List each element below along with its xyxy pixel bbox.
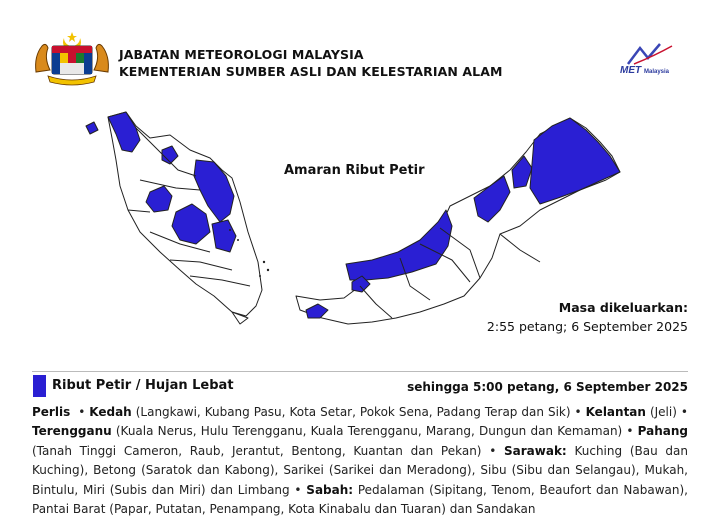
ministry-name: KEMENTERIAN SUMBER ASLI DAN KELESTARIAN ALAM xyxy=(119,64,503,79)
area-detail: (Kuala Nerus, Hulu Terengganu, Kuala Terengganu, Marang, Dungun dan Kemaman) xyxy=(115,424,623,439)
langkawi-island xyxy=(86,122,98,134)
area-state: Sarawak: xyxy=(504,443,567,458)
agency-name: JABATAN METEOROLOGI MALAYSIA xyxy=(119,47,364,62)
area-state: Pahang xyxy=(637,424,688,439)
area-state: Kelantan xyxy=(585,405,646,419)
logo-text: MET xyxy=(620,65,642,76)
malaysia-coat-of-arms-icon xyxy=(32,32,112,88)
area-state: Terengganu xyxy=(32,424,112,439)
valid-until: sehingga 5:00 petang, 6 September 2025 xyxy=(407,380,688,394)
area-detail: (Jeli) xyxy=(649,405,677,419)
affected-areas: Perlis • Kedah (Langkawi, Kubang Pasu, Kota Setar, Pokok Sena, Padang Terap dan Sik) • Kelantan (Jeli) • Terengganu (Kuala Nerus, Hulu Terengganu, Kuala Terengganu, Marang, Dungun dan Kemaman) • Pahang (Tanah Tinggi Cameron, Raub, Jerantut, Bentong, Kuantan dan Pekan) • Sarawak: Kuching (Bau dan Kuching), Betong (Saratok dan Kabong), Sarikei (Sarikei dan Meradong), Sibu (Sibu dan Selangau), Mukah, Bintulu, Miri (Subis dan Miri) dan Limbang • Sabah: Pedalaman (Sipitang, Tenom, Beaufort dan Nabawan), Pantai Barat (Papar, Putatan, Penampang, Kota Kinabalu dan Tuaran) dan Sandakan xyxy=(32,405,688,517)
agency-title-block xyxy=(119,46,503,80)
legend-color-swatch xyxy=(33,375,46,397)
met-malaysia-logo xyxy=(610,42,690,78)
area-state: Perlis xyxy=(32,405,71,419)
header xyxy=(0,0,720,100)
legend-label: Ribut Petir / Hujan Lebat xyxy=(52,378,234,393)
area-detail: (Tanah Tinggi Cameron, Raub, Jerantut, Bentong, Kuantan dan Pekan) xyxy=(32,443,482,458)
area-detail: Kuching (Bau dan Kuching), Betong (Saratok dan Kabong), Sarikei (Sarikei dan Meradong), Sibu (Sibu dan Selangau), Mukah, Bintulu, Miri (Subis dan Miri) dan Limbang xyxy=(32,443,688,497)
issued-label: Masa dikeluarkan: xyxy=(558,300,688,315)
issued-block xyxy=(487,298,688,336)
area-state: Sabah: xyxy=(306,482,354,497)
issued-value: 2:55 petang; 6 September 2025 xyxy=(486,319,688,334)
sabah-warning xyxy=(530,118,620,204)
area-detail: Pedalaman (Sipitang, Tenom, Beaufort dan Nabawan), Pantai Barat (Papar, Putatan, Penampang, Kota Kinabalu dan Tuaran) dan Sandakan xyxy=(32,482,688,517)
map-title: Amaran Ribut Petir xyxy=(284,163,425,178)
logo-subtext: Malaysia xyxy=(644,69,670,75)
area-state: Kedah xyxy=(89,405,132,419)
divider xyxy=(32,371,688,372)
area-detail: (Langkawi, Kubang Pasu, Kota Setar, Pokok Sena, Padang Terap dan Sik) xyxy=(135,405,571,419)
